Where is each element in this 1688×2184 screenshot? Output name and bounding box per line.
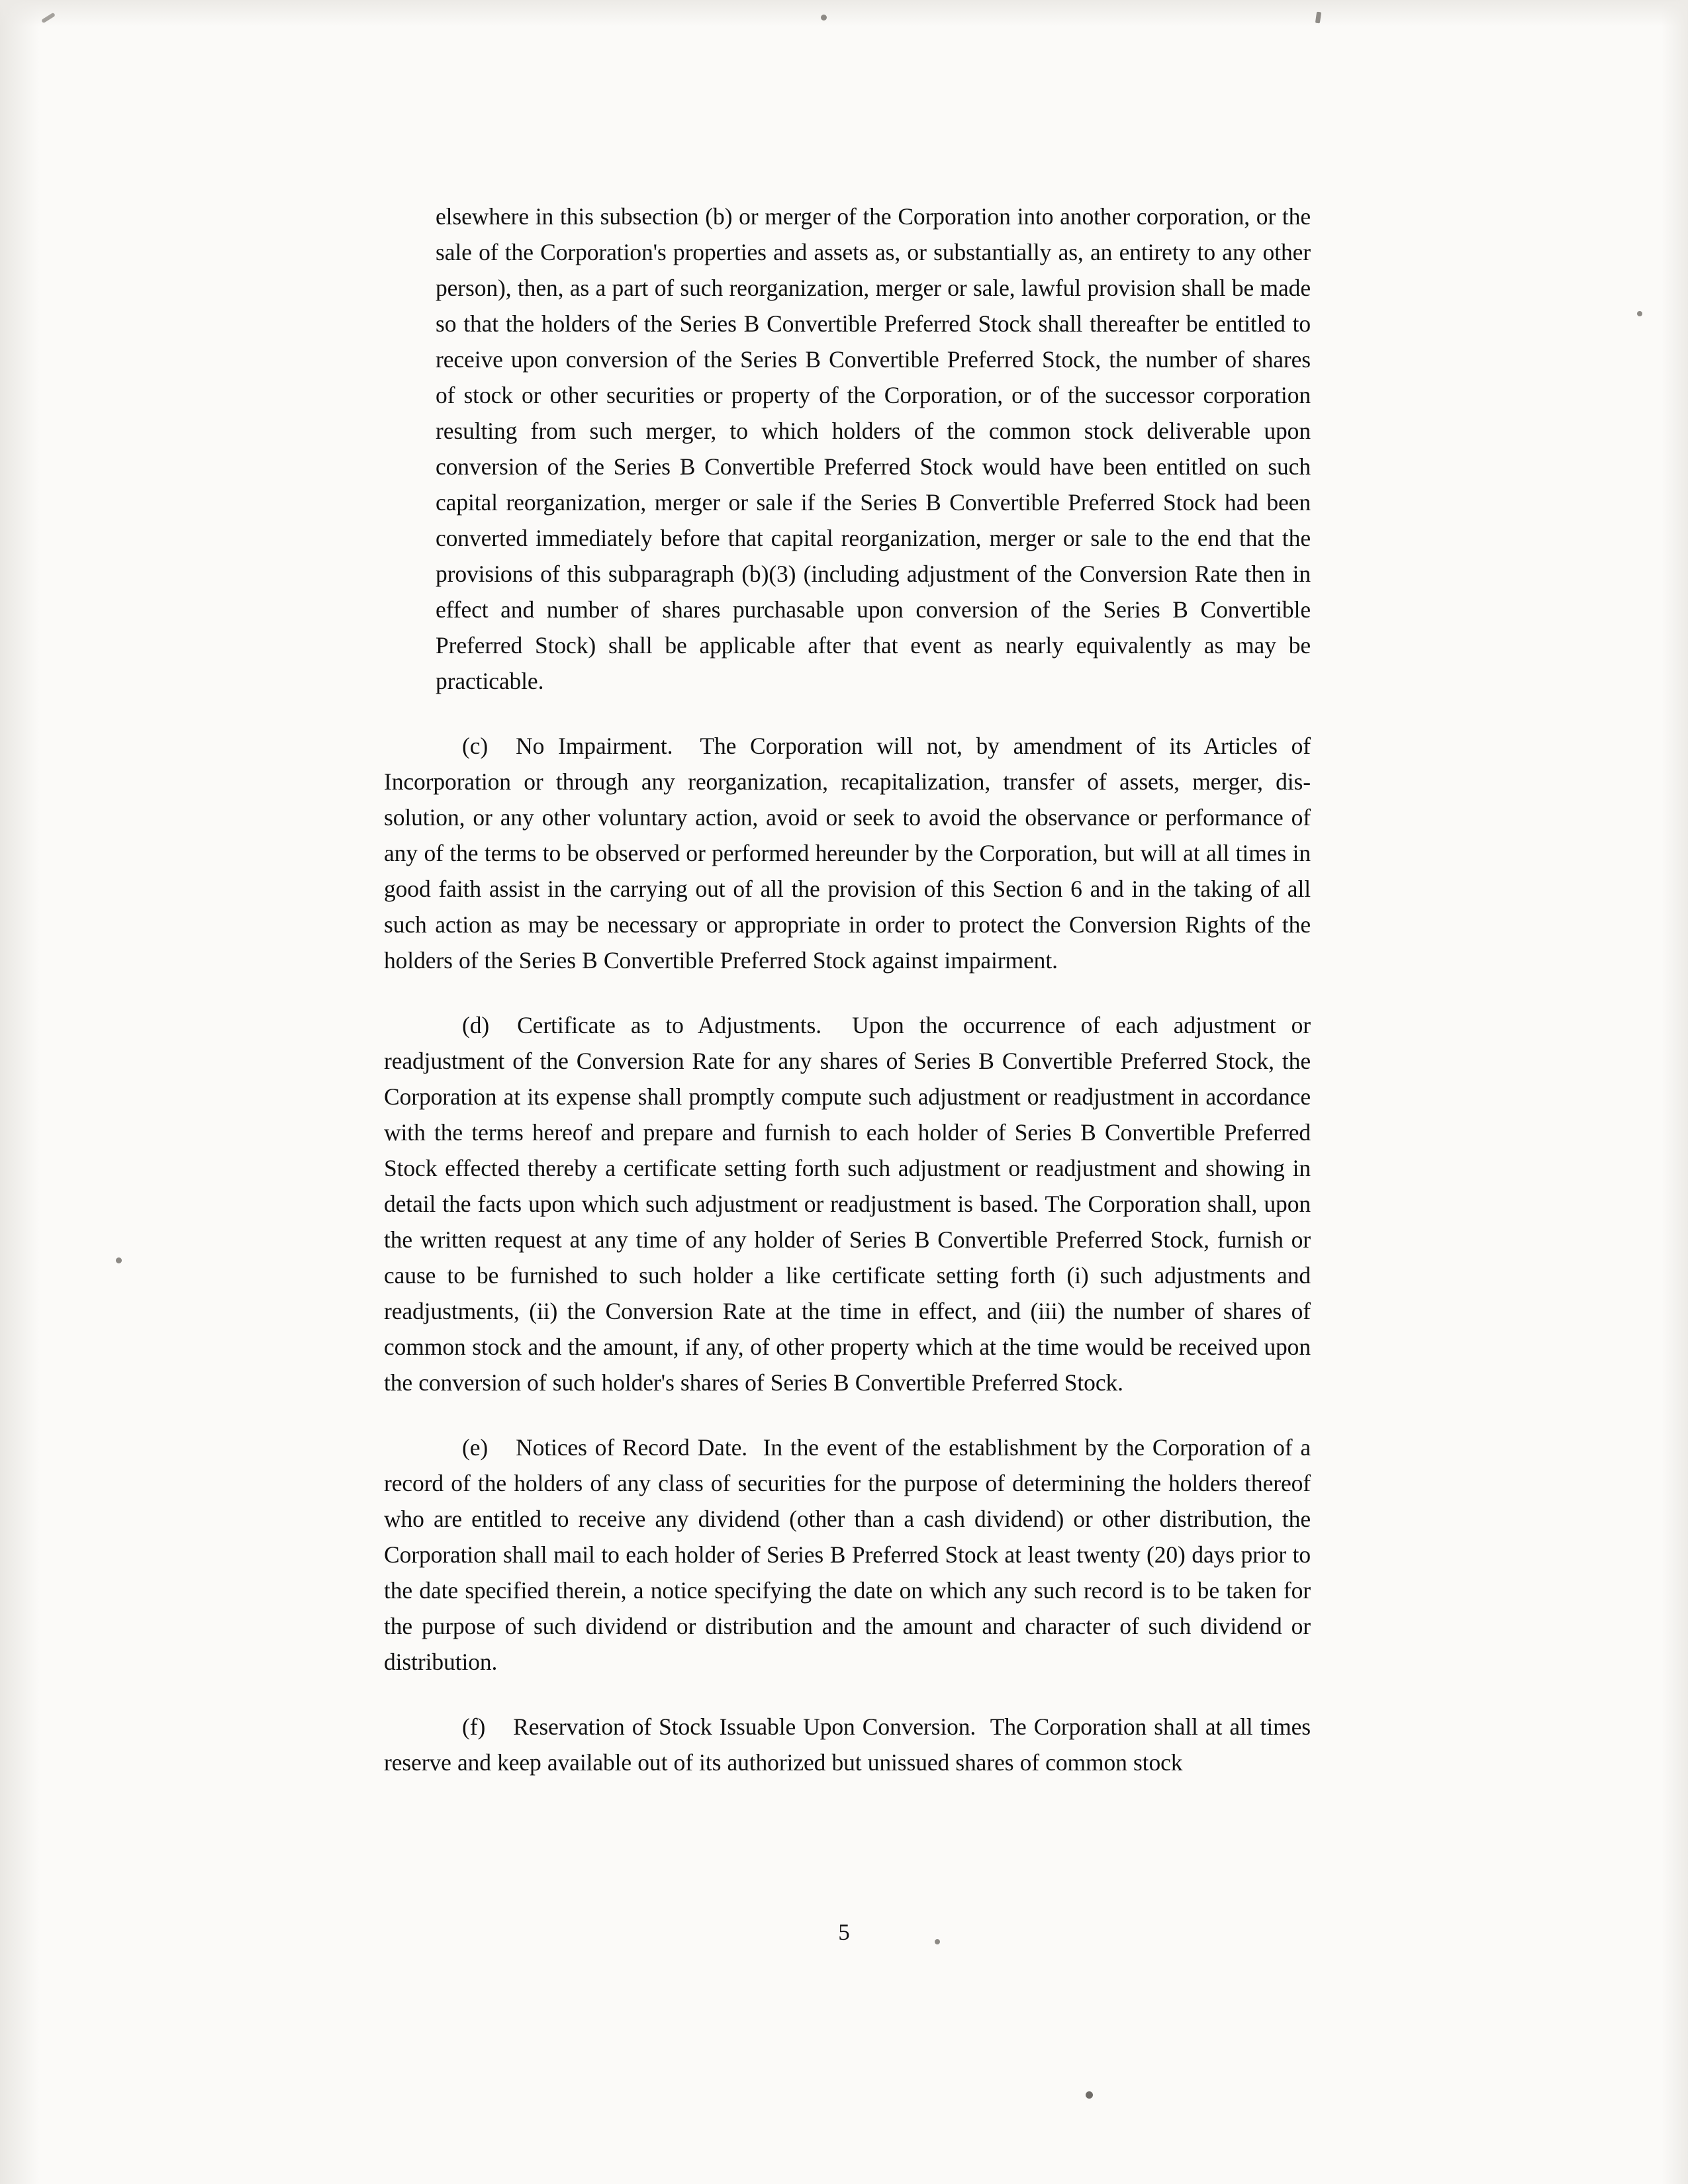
- paragraph-heading: Certificate as to Adjustments.: [517, 1012, 821, 1038]
- paragraph-text: In the event of the establishment by the Corporation of a record of the holders of any class of securities for the purpose of determining the holders thereof who are entitled to receive any dividend (other than a cash dividend) or other distribution, the Corporation shall mail to each holder of Series B Preferred Stock at least twenty (20) days prior to the date specified therein, a notice specifying the date on which any such record is to be taken for the purpose of such dividend or distribution and the amount and character of such dividend or distribution.: [384, 1434, 1311, 1675]
- paragraph-heading: Notices of Record Date.: [516, 1434, 748, 1461]
- paragraph-text: Upon the occurrence of each adjustment or readjustment of the Conversion Rate for any shares of Series B Convertible Preferred Stock, the Corporation at its expense shall promptly compute such adjustment or readjustment in accordance with the terms hereof and prepare and furnish to each holder of Series B Convertible Preferred Stock effected thereby a certificate setting forth such adjustment or readjustment and showing in detail the facts upon which such adjustment or readjustment is based. The Corporation shall, upon the written request at any time of any holder of Series B Convertible Preferred Stock, furnish or cause to be furnished to such holder a like certificate setting forth (i) such adjustments and readjustments, (ii) the Conversion Rate at the time in effect, and (iii) the number of shares of common stock and the amount, if any, of other property which at the time would be received upon the conversion of such holder's shares of Series B Convertible Preferred Stock.: [384, 1012, 1311, 1396]
- paragraph-c-no-impairment: [384, 728, 1311, 978]
- paragraph-label: (c): [462, 733, 489, 759]
- paragraph-continued-b3: [436, 199, 1311, 699]
- paragraph-heading: No Impairment.: [516, 733, 673, 759]
- paragraph-label: (e): [462, 1434, 489, 1461]
- scan-artifact-speck: [821, 15, 827, 21]
- paragraph-f-reservation: [384, 1709, 1311, 1780]
- page-number: 5: [838, 1919, 850, 1945]
- paragraph-heading: Reservation of Stock Issuable Upon Conversion.: [513, 1713, 976, 1740]
- paragraph-label: (d): [462, 1012, 490, 1038]
- scan-artifact-speck: [1637, 311, 1642, 316]
- document-body: [384, 199, 1311, 1809]
- scan-artifact-mark: [1086, 2091, 1093, 2099]
- scan-artifact-speck: [116, 1257, 122, 1263]
- paragraph-text: The Corporation shall at all times reserve and keep available out of its authorized but unissued shares of common stock: [384, 1713, 1311, 1776]
- scan-edge-shadow-left: [0, 0, 40, 2184]
- paragraph-label: (f): [462, 1713, 486, 1740]
- scan-artifact-mark: [41, 13, 56, 24]
- paragraph-e-notices: [384, 1430, 1311, 1680]
- scan-edge-shadow-top: [0, 0, 1688, 26]
- scan-artifact-mark: [1315, 12, 1321, 24]
- paragraph-text: elsewhere in this subsection (b) or merger of the Corporation into another corporation, or the sale of the Corporation's properties and assets as, or substantially as, an entirety to any other person), then, as a part of such reorganization, merger or sale, lawful provision shall be made so that the holders of the Series B Convertible Preferred Stock shall thereafter be entitled to receive upon conversion of the Series B Convertible Preferred Stock, the number of shares of stock or other securities or property of the Corporation, or of the successor corporation resulting from such merger, to which holders of the common stock deliverable upon conversion of the Series B Convertible Preferred Stock would have been entitled on such capital reorganization, merger or sale if the Series B Convertible Preferred Stock had been converted immediately before that capital reorganization, merger or sale to the end that the provisions of this subparagraph (b)(3) (including adjustment of the Conversion Rate then in effect and number of shares purchasable upon conversion of the Series B Convertible Preferred Stock) shall be applicable after that event as nearly equivalently as may be practicable.: [436, 203, 1311, 694]
- scan-edge-shadow-right: [1662, 0, 1688, 2184]
- paragraph-d-certificate: [384, 1007, 1311, 1400]
- paragraph-text: The Corporation will not, by amendment of its Articles of Incorporation or through any reorganization, recapitalization, transfer of assets, merger, dis-solution, or any other voluntary action, avoid or seek to avoid the observance or performance of any of the terms to be observed or performed hereunder by the Corporation, but will at all times in good faith assist in the carrying out of all the provision of this Section 6 and in the taking of all such action as may be necessary or appropriate in order to protect the Conversion Rights of the holders of the Series B Convertible Preferred Stock against impairment.: [384, 733, 1311, 974]
